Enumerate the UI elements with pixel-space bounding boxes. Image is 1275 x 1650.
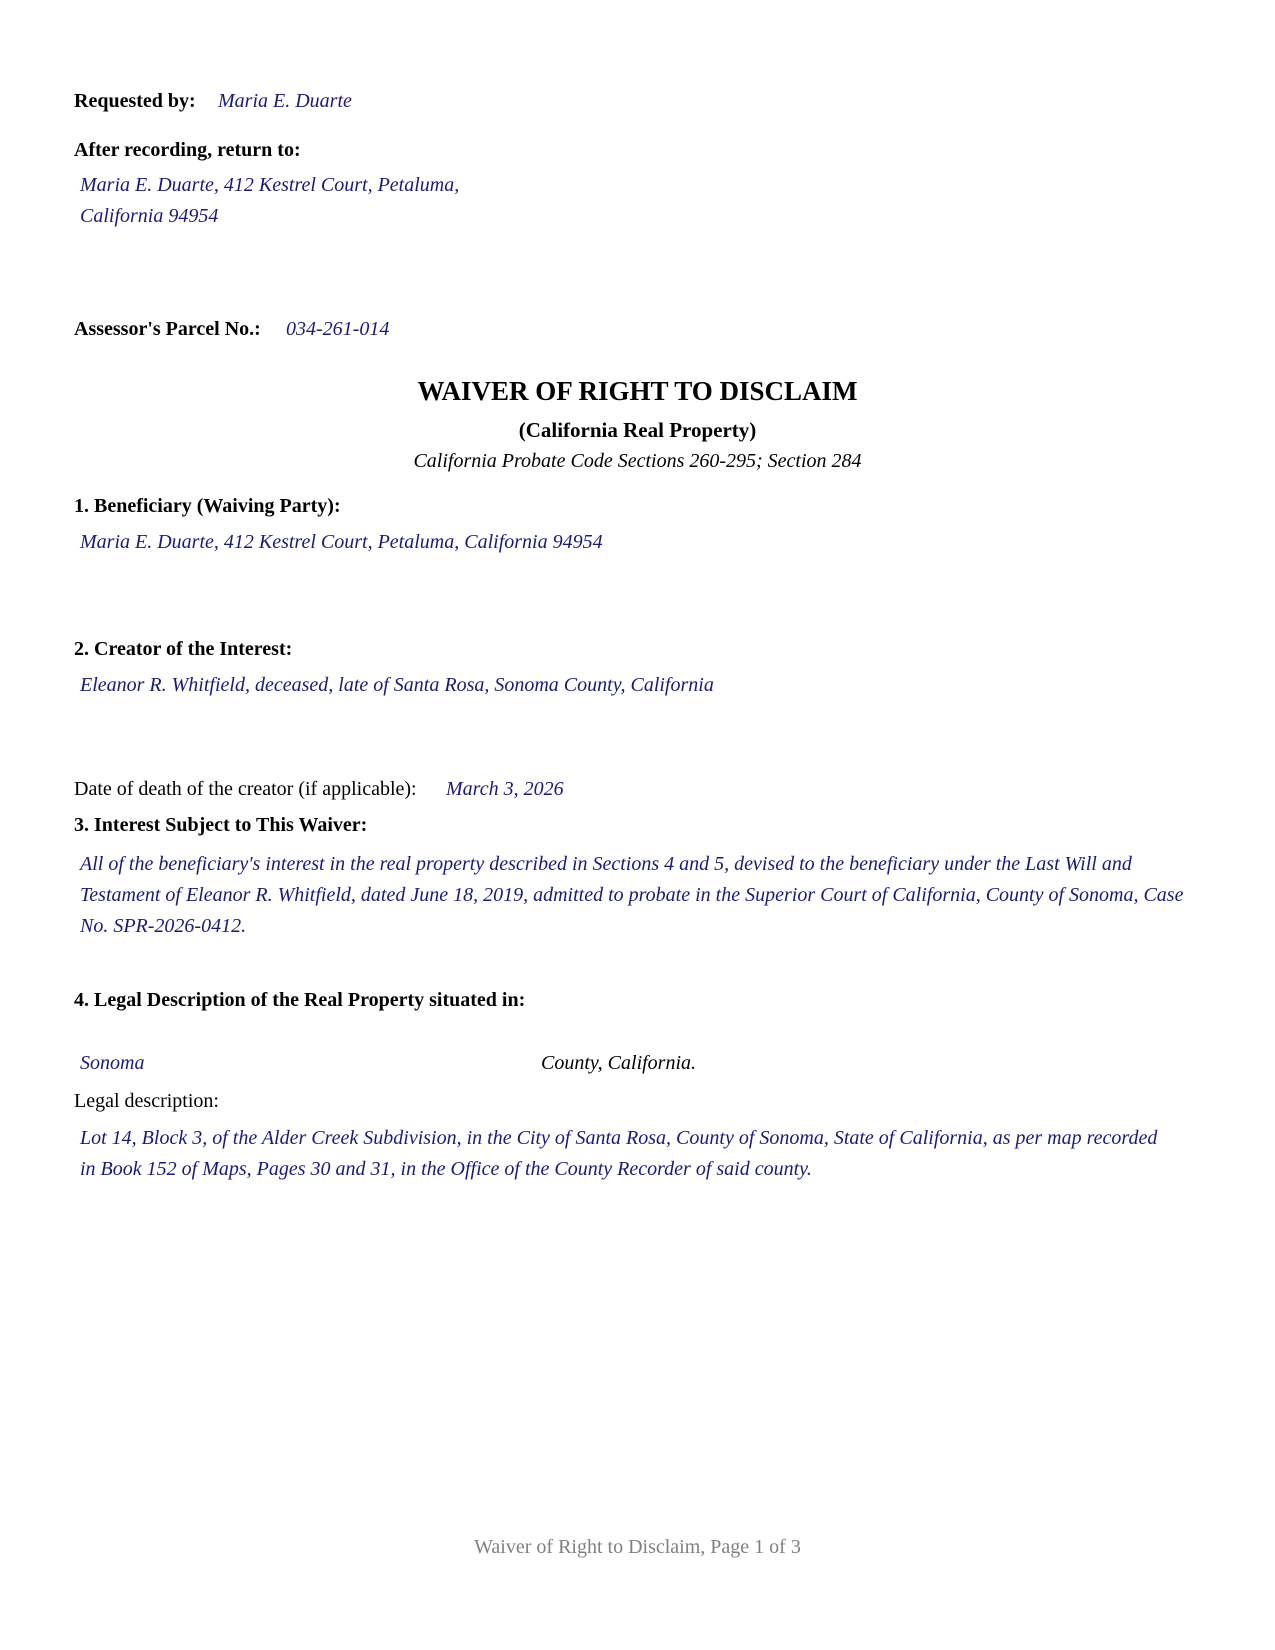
requested-by-label: Requested by: xyxy=(74,90,196,112)
return-to-label: After recording, return to: xyxy=(74,139,301,161)
requested-by-value: Maria E. Duarte xyxy=(218,90,352,112)
county-value: Sonoma xyxy=(80,1052,145,1074)
legal-description-label: Legal description: xyxy=(74,1090,219,1112)
interest-description: All of the beneficiary's interest in the real property described in Sections 4 and 5, devised to the beneficiary under the Last Will and Testament of Eleanor R. Whitfield, dated June 18, 2019, admitted to probate in the Superior Court of California, County of Sonoma, Case No. SPR-2026-0412. xyxy=(80,853,1184,937)
section-4-heading: 4. Legal Description of the Real Property situated in: xyxy=(74,989,526,1011)
apn-label: Assessor's Parcel No.: xyxy=(74,318,261,340)
document-subtitle: (California Real Property) xyxy=(518,418,757,442)
creator-value: Eleanor R. Whitfield, deceased, late of Santa Rosa, Sonoma County, California xyxy=(80,674,714,696)
section-1-heading: 1. Beneficiary (Waiving Party): xyxy=(74,495,341,517)
return-to-address-line1: Maria E. Duarte, 412 Kestrel Court, Petaluma, xyxy=(80,174,460,196)
apn-value: 034-261-014 xyxy=(286,318,390,340)
county-suffix: County, California. xyxy=(541,1052,697,1074)
section-2-heading: 2. Creator of the Interest: xyxy=(74,638,293,660)
date-of-death-value: March 3, 2026 xyxy=(446,778,564,800)
page-footer: Waiver of Right to Disclaim, Page 1 of 3 xyxy=(474,1536,801,1558)
return-to-address-line2: California 94954 xyxy=(80,205,219,227)
date-of-death-label: Date of death of the creator (if applicable): xyxy=(74,778,417,800)
section-3-heading: 3. Interest Subject to This Waiver: xyxy=(74,814,368,836)
document-title: WAIVER OF RIGHT TO DISCLAIM xyxy=(417,376,858,406)
legal-description-value: Lot 14, Block 3, of the Alder Creek Subdivision, in the City of Santa Rosa, County of Sonoma, State of California, as per map recorded in Book 152 of Maps, Pages 30 and 31, in the Office of the County Recorder of said county. xyxy=(80,1127,1158,1180)
statute-reference: California Probate Code Sections 260-295; Section 284 xyxy=(413,450,862,472)
beneficiary-value: Maria E. Duarte, 412 Kestrel Court, Petaluma, California 94954 xyxy=(80,531,603,553)
